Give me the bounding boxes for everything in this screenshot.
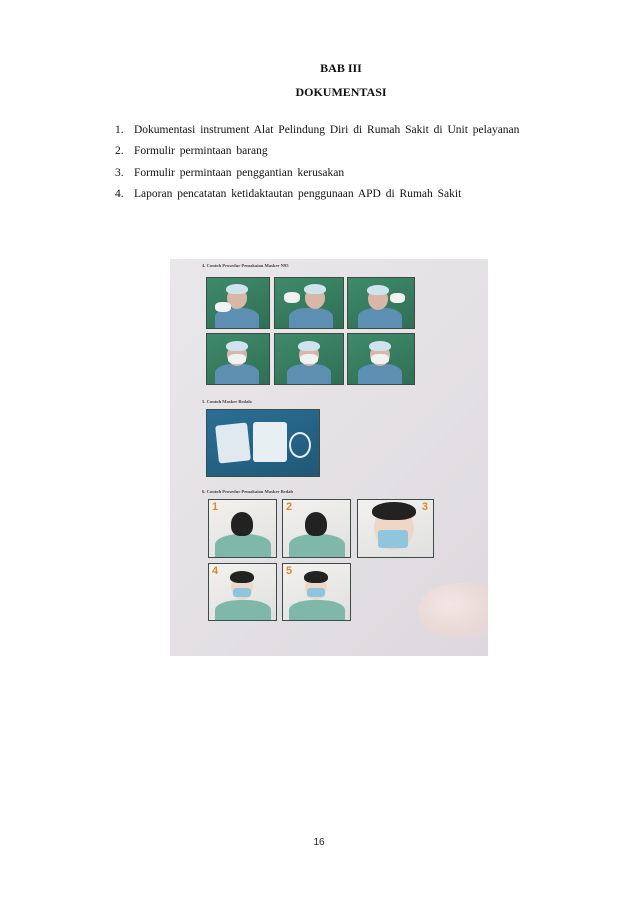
- step-number: 2: [286, 501, 293, 513]
- list-item-number: 3.: [115, 166, 124, 179]
- hand-shadow: [418, 583, 488, 638]
- list-item-number: 2.: [115, 145, 124, 158]
- step-number: 5: [286, 565, 293, 577]
- section-heading-n95: 4. Contoh Prosedur Pemakaian Masker N95: [202, 263, 289, 268]
- documentation-photo: [170, 259, 488, 656]
- list-item: [115, 167, 585, 188]
- chapter-title: DOKUMENTASI: [295, 85, 387, 99]
- list-item-text: Laporan pencatatan ketidaktautan penggunaan APD di Rumah Sakit: [134, 187, 462, 200]
- surgical-step-photo: [208, 499, 277, 558]
- n95-step-photo: [206, 333, 270, 385]
- list-item-number: 1.: [115, 124, 124, 136]
- step-number: 3: [421, 501, 428, 513]
- surgical-step-photo: [208, 563, 277, 621]
- list-item-text: Dokumentasi instrument Alat Pelindung Diri di Rumah Sakit di Unit pelayanan: [134, 124, 520, 136]
- list-item: [115, 145, 585, 166]
- list-item: [115, 124, 585, 145]
- surgical-step-photo: [357, 499, 434, 558]
- n95-step-photo: [347, 333, 415, 385]
- step-number: 4: [212, 565, 219, 577]
- list-item-text: Formulir permintaan barang: [134, 145, 268, 158]
- surgical-mask-photo: [206, 409, 320, 477]
- surgical-step-photo: [282, 499, 351, 558]
- documentation-list: [115, 124, 585, 209]
- n95-step-photo: [206, 277, 270, 329]
- step-number: 1: [212, 501, 219, 513]
- section-heading-surgical-mask: 5. Contoh Masker Bedah:: [202, 399, 253, 404]
- n95-step-photo: [274, 333, 344, 385]
- list-item-text: Formulir permintaan penggantian kerusakan: [134, 166, 345, 179]
- list-item: [115, 188, 585, 209]
- list-item-number: 4.: [115, 187, 124, 200]
- chapter-number: BAB III: [320, 61, 362, 75]
- n95-step-photo: [347, 277, 415, 329]
- page-number: 16: [313, 837, 325, 848]
- surgical-step-photo: [282, 563, 351, 621]
- n95-step-photo: [274, 277, 344, 329]
- section-heading-surgical-procedure: 6. Contoh Prosedur Pemakaian Masker Bedah: [202, 489, 294, 494]
